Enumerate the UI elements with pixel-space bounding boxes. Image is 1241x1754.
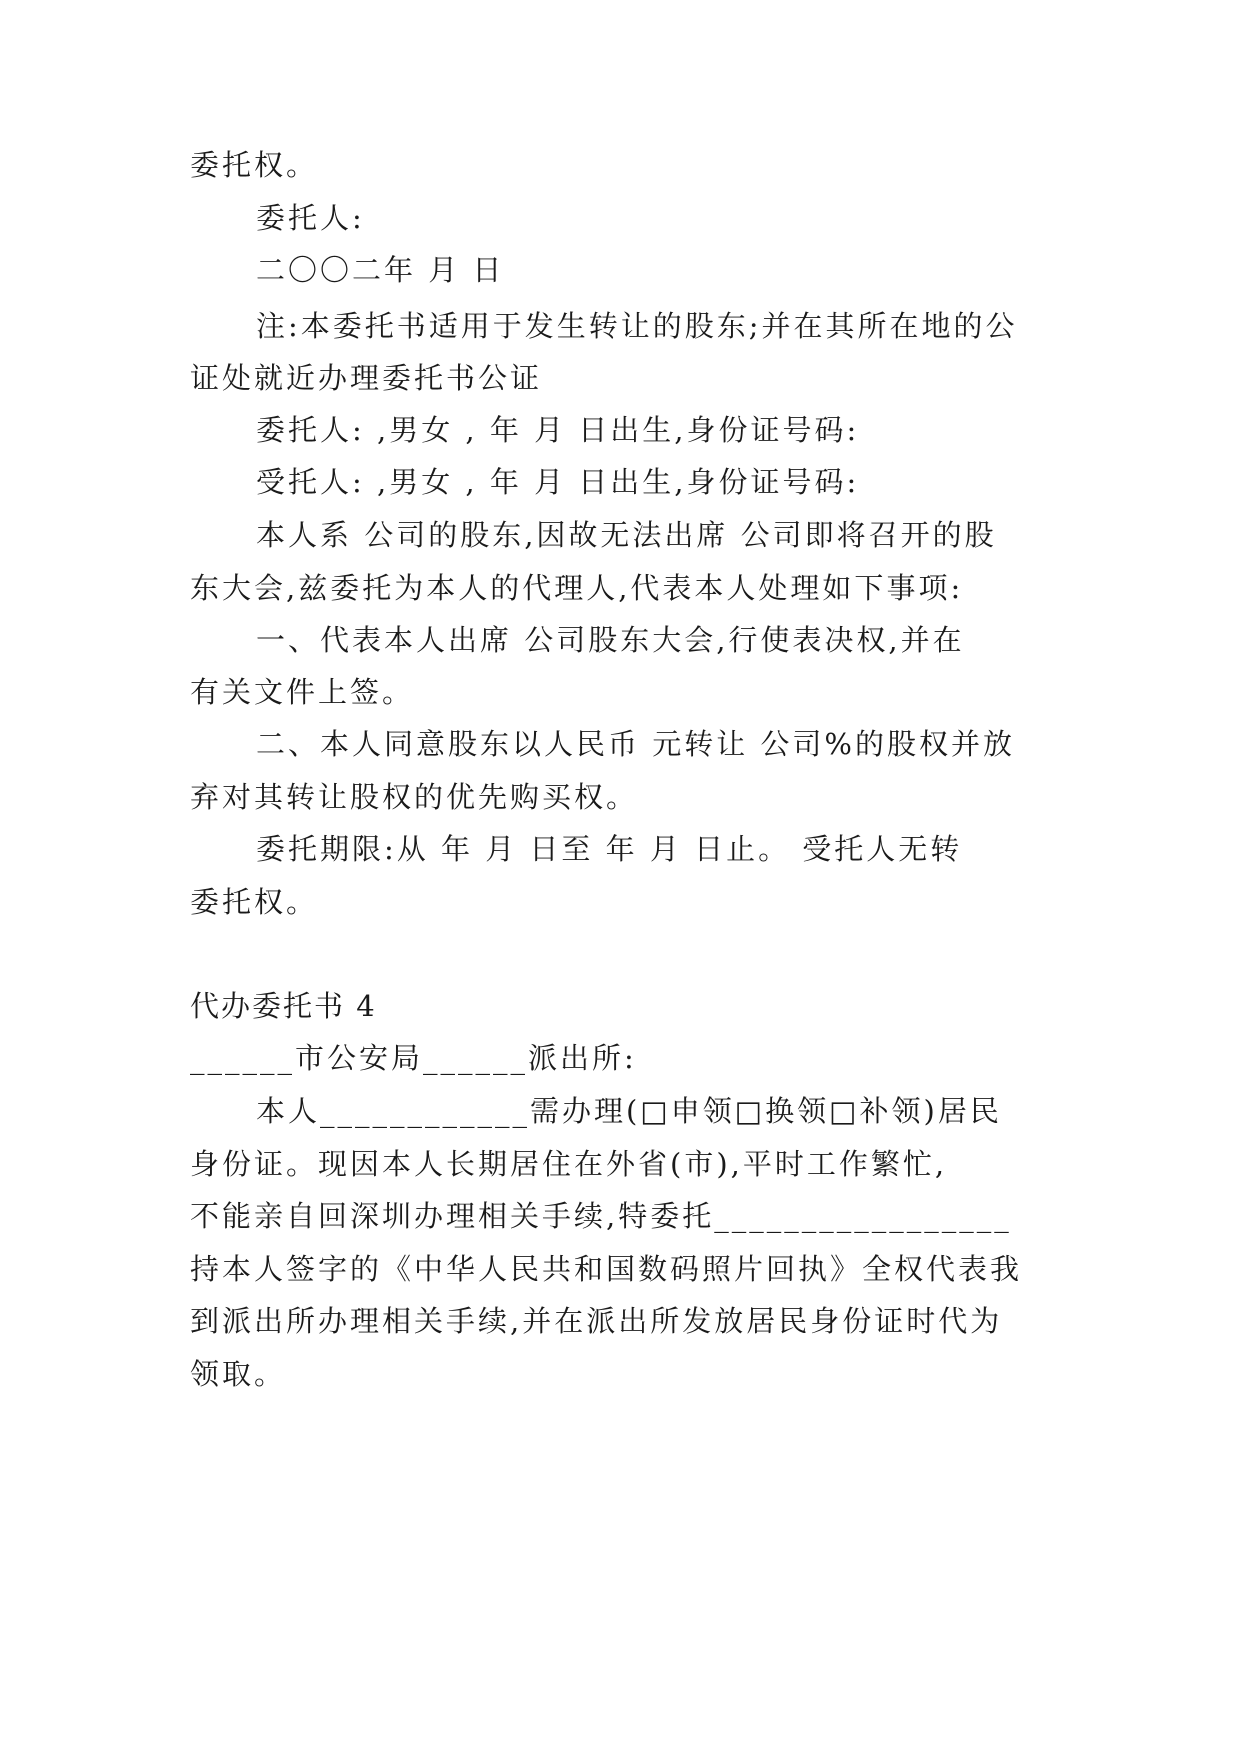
- text-line: 到派出所办理相关手续,并在派出所发放居民身份证时代为: [190, 1304, 1003, 1338]
- text-line: 身份证。现因本人长期居住在外省(市),平时工作繁忙,: [190, 1147, 948, 1181]
- section-heading: 代办委托书 4: [190, 989, 377, 1023]
- text-line: 证处就近办理委托书公证: [190, 361, 543, 395]
- text-line: 有关文件上签。: [190, 675, 415, 709]
- text-line: 二、本人同意股东以人民币 元转让 公司%的股权并放: [256, 727, 1015, 761]
- text-line: 东大会,兹委托为本人的代理人,代表本人处理如下事项:: [190, 571, 964, 605]
- text-line: 一、代表本人出席 公司股东大会,行使表决权,并在: [256, 623, 965, 657]
- text-line: ______市公安局______派出所:: [190, 1041, 637, 1075]
- text-line: 持本人签字的《中华人民共和国数码照片回执》全权代表我: [190, 1252, 1023, 1286]
- text-line: 注:本委托书适用于发生转让的股东;并在其所在地的公: [256, 309, 1018, 343]
- text-line: 委托人:: [256, 201, 365, 235]
- text-line: 委托期限:从 年 月 日至 年 月 日止。 受托人无转: [256, 832, 963, 866]
- text-line: 委托人: ,男女 , 年 月 日出生,身份证号码:: [256, 413, 860, 447]
- text-line: 弃对其转让股权的优先购买权。: [190, 780, 639, 814]
- text-line: 委托权。: [190, 885, 319, 919]
- text-line: 本人____________需办理(□申领□换领□补领)居民: [256, 1094, 1002, 1128]
- text-line: 本人系 公司的股东,因故无法出席 公司即将召开的股: [256, 518, 997, 552]
- text-line: 不能亲自回深圳办理相关手续,特委托_________________: [190, 1199, 1012, 1233]
- text-line: 受托人: ,男女 , 年 月 日出生,身份证号码:: [256, 465, 860, 499]
- text-line: 委托权。: [190, 148, 319, 182]
- text-line: 二〇〇二年 月 日: [256, 253, 505, 287]
- text-line: 领取。: [190, 1357, 287, 1391]
